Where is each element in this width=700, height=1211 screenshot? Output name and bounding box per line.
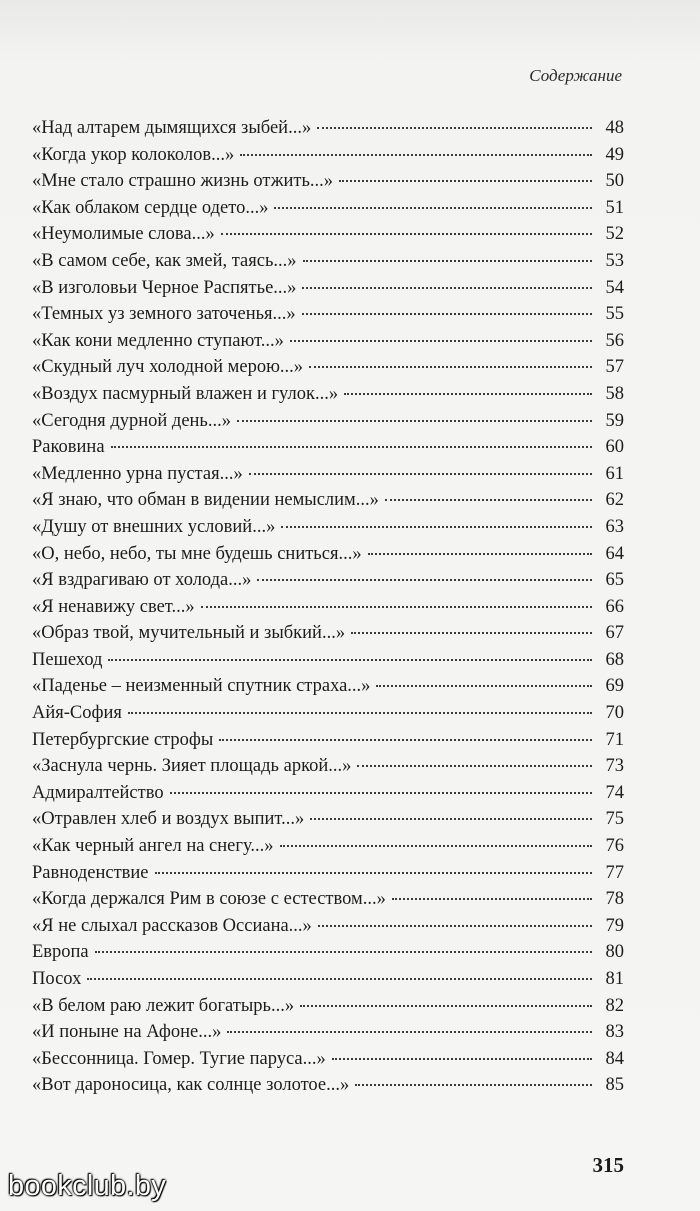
toc-entry [32,1019,624,1046]
toc-entry-page: 60 [605,437,624,458]
dot-leader [344,393,592,395]
toc-entry-title: «Заснула чернь. Зияет площадь аркой...» [32,756,352,777]
toc-entry [32,434,624,461]
toc-entry-title: «Как кони медленно ступают...» [32,330,284,351]
dot-leader [274,207,592,209]
toc-entry-page: 80 [605,942,624,963]
dot-leader [95,951,592,953]
dot-leader [392,898,592,900]
toc-entry-title: Адмиралтейство [32,782,164,803]
dot-leader [87,978,592,980]
toc-entry [32,1046,624,1073]
toc-entry-page: 48 [605,118,624,138]
dot-leader [108,659,592,661]
toc-entry-title: «Когда укор колоколов...» [32,144,235,165]
toc-entry [32,833,624,860]
toc-entry-page: 65 [605,570,624,591]
toc-entry [32,780,624,807]
toc-entry-page: 68 [605,649,624,670]
dot-leader [376,685,592,687]
toc-entry-title: «Сегодня дурной день...» [32,410,231,431]
toc-entry-page: 49 [605,144,624,165]
toc-entry [32,461,624,488]
toc-entry-page: 61 [605,463,624,484]
toc-entry [32,860,624,887]
toc-entry-title: «И поныне на Афоне...» [32,1022,222,1043]
dot-leader [221,233,592,235]
toc-entry-page: 71 [605,729,624,750]
toc-entry-title: «Как черный ангел на снегу...» [32,836,274,857]
toc-entry [32,408,624,435]
toc-entry-page: 82 [605,995,624,1016]
toc-entry-page: 55 [605,304,624,325]
toc-entry-page: 84 [605,1048,624,1069]
toc-entry [32,753,624,780]
toc-entry-page: 62 [605,490,624,511]
toc-entry [32,168,624,195]
toc-entry-page: 81 [605,969,624,989]
toc-entry [32,886,624,913]
toc-entry-title: Посох [32,969,82,989]
dot-leader [219,739,592,741]
toc-entry-title: «Темных уз земного заточенья...» [32,304,296,325]
dot-leader [155,872,592,874]
toc-entry-title: «Скудный луч холодной мерою...» [32,357,304,378]
toc-entry-page: 53 [605,250,624,271]
toc-entry [32,939,624,966]
toc-entry [32,567,624,594]
toc-entry [32,354,624,381]
dot-leader [257,579,592,581]
toc-entry [32,1072,624,1099]
dot-leader [310,818,592,820]
dot-leader [170,792,592,794]
toc-entry-page: 79 [605,915,624,936]
dot-leader [339,180,592,182]
dot-leader [309,366,592,368]
toc-entry-title: «Я не слыхал рассказов Оссиана...» [32,915,312,936]
toc-entry-page: 83 [605,1022,624,1043]
toc-entry-page: 66 [605,596,624,617]
toc-entry [32,487,624,514]
toc-entry-title: «Бессонница. Гомер. Тугие паруса...» [32,1048,326,1069]
dot-leader [281,526,592,528]
dot-leader [280,845,593,847]
toc-entry-page: 50 [605,171,624,192]
toc-entry-page: 63 [605,516,624,537]
toc-entry [32,514,624,541]
toc-entry-title: Раковина [32,437,105,458]
toc-entry-title: Равноденствие [32,862,149,883]
dot-leader [240,154,592,156]
dot-leader [357,765,592,767]
toc-entry-title: «Вот дароносица, как солнце золотое...» [32,1075,350,1096]
toc-entry-page: 67 [605,623,624,644]
toc-entry-page: 69 [605,676,624,697]
toc-entry-page: 75 [605,809,624,830]
toc-entry-title: «Когда держался Рим в союзе с естеством...» [32,889,386,910]
toc-entry-page: 77 [605,862,624,883]
toc-entry [32,966,624,993]
dot-leader [300,1005,592,1007]
toc-entry [32,913,624,940]
toc-entry [32,806,624,833]
toc-entry [32,381,624,408]
running-head: Содержание [529,66,622,85]
dot-leader [290,340,592,342]
toc-entry-page: 59 [605,410,624,431]
dot-leader [237,420,592,422]
toc-entry-title: Петербургские строфы [32,729,214,750]
toc-entry-title: «Душу от внешних условий...» [32,516,276,537]
watermark: bookclub.by [8,1170,167,1202]
toc-entry-title: «Образ твой, мучительный и зыбкий...» [32,623,346,644]
toc-entry [32,115,624,142]
toc-entry-page: 73 [605,756,624,777]
toc-entry [32,620,624,647]
toc-entry-page: 70 [605,703,624,724]
toc-entry-page: 56 [605,330,624,351]
dot-leader [351,632,592,634]
toc-entry [32,142,624,169]
dot-leader [385,499,592,501]
page-number: 315 [592,1153,624,1177]
dot-leader [317,127,592,129]
toc-entry-page: 78 [605,889,624,910]
toc-entry-title: Айя-София [32,703,122,724]
dot-leader [368,553,592,555]
toc-entry-page: 76 [605,836,624,857]
toc-entry-title: «Как облаком сердце одето...» [32,197,269,218]
toc-entry-page: 57 [605,357,624,378]
toc-entry-page: 52 [605,224,624,245]
dot-leader [318,925,592,927]
dot-leader [227,1031,592,1033]
toc-entry [32,993,624,1020]
toc-entry [32,647,624,674]
toc-entry-title: Пешеход [32,649,103,670]
dot-leader [355,1084,592,1086]
toc-entry-title: «Я знаю, что обман в видении немыслим...» [32,490,379,511]
toc-entry-title: «О, небо, небо, ты мне будешь сниться...» [32,543,362,564]
toc-entry-page: 51 [605,197,624,218]
toc-entry-page: 64 [605,543,624,564]
dot-leader [332,1058,592,1060]
toc-entry-title: «Медленно урна пустая...» [32,463,243,484]
toc-entry [32,221,624,248]
toc-entry [32,248,624,275]
dot-leader [302,313,592,315]
toc-entry-title: «В белом раю лежит богатырь...» [32,995,295,1016]
toc-entry [32,700,624,727]
toc-entry-title: «В изголовьи Черное Распятье...» [32,277,297,298]
toc-entry [32,541,624,568]
toc-entry-title: «Над алтарем дымящихся зыбей...» [32,118,312,138]
toc-entry-title: Европа [32,942,89,963]
toc-entry-page: 74 [605,782,624,803]
toc-entry [32,275,624,302]
toc-entry-title: «Неумолимые слова...» [32,224,215,245]
toc-entry-title: «Воздух пасмурный влажен и гулок...» [32,383,339,404]
dot-leader [303,260,592,262]
toc-entry [32,195,624,222]
toc-entry-page: 54 [605,277,624,298]
toc-entry [32,727,624,754]
toc-entry [32,301,624,328]
dot-leader [201,606,592,608]
toc-entry-title: «Мне стало страшно жизнь отжить...» [32,171,334,192]
toc-entry [32,328,624,355]
toc-entry-title: «В самом себе, как змей, таясь...» [32,250,297,271]
toc-entry-page: 58 [605,383,624,404]
toc-entry-title: «Паденье – неизменный спутник страха...» [32,676,371,697]
toc-entry-page: 85 [605,1075,624,1096]
dot-leader [111,446,592,448]
toc-entry-title: «Я ненавижу свет...» [32,596,195,617]
dot-leader [249,473,592,475]
toc-entry [32,673,624,700]
table-of-contents [32,115,624,1099]
toc-entry [32,594,624,621]
dot-leader [128,712,592,714]
toc-entry-title: «Отравлен хлеб и воздух выпит...» [32,809,305,830]
dot-leader [302,287,592,289]
toc-entry-title: «Я вздрагиваю от холода...» [32,570,252,591]
